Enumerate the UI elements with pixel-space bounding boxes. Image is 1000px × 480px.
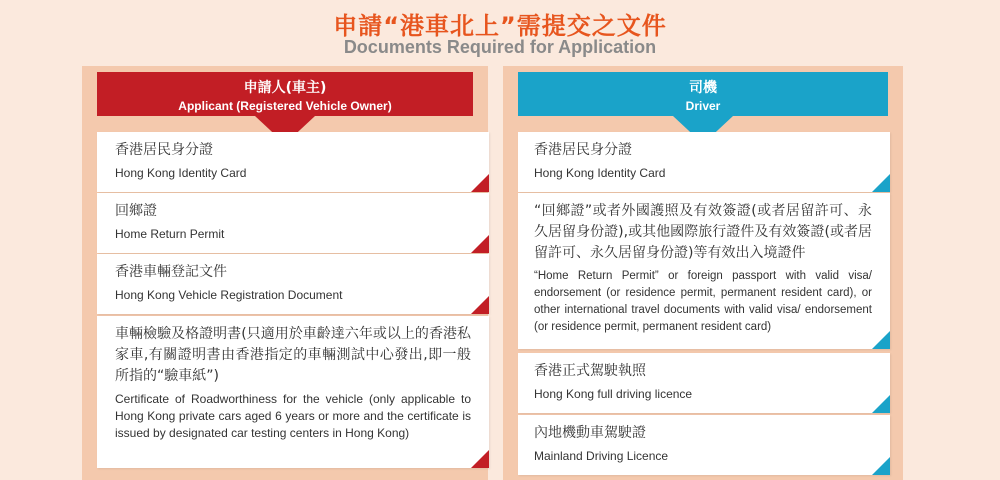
driver-document-card (518, 132, 890, 192)
corner-triangle-icon (471, 296, 489, 314)
corner-triangle-icon (872, 331, 890, 349)
corner-triangle-icon (471, 235, 489, 253)
document-name-zh: 香港居民身分證 (534, 142, 632, 158)
driver-document-card (518, 415, 890, 475)
document-name-zh: 車輛檢驗及格證明書(只適用於車齡達六年或以上的香港私家車,有關證明書由香港指定的車輛測試中心發出,即一般所指的“驗車紙”) (115, 326, 471, 384)
corner-triangle-icon (872, 174, 890, 192)
corner-triangle-icon (471, 174, 489, 192)
document-name-en: Home Return Permit (115, 227, 225, 241)
document-name-zh: 香港正式駕駛執照 (534, 363, 646, 379)
document-name-en: Mainland Driving Licence (534, 449, 669, 463)
document-name-en: “Home Return Permit” or foreign passport with valid visa/ endorsement (or residence permit, permanent resident card), or other international travel documents with valid visa/ endorsement (or residence permit, permanent resident card) (534, 270, 872, 333)
page-title-en: Documents Required for Application (343, 37, 657, 57)
document-name-en: Hong Kong Identity Card (534, 166, 666, 180)
document-name-en: Hong Kong Vehicle Registration Document (115, 288, 343, 302)
driver-heading-zh: 司機 (689, 80, 717, 96)
driver-heading-en: Driver (685, 99, 721, 113)
driver-column (503, 66, 903, 480)
corner-triangle-icon (471, 450, 489, 468)
applicant-document-card (97, 132, 489, 192)
document-name-en: Hong Kong Identity Card (115, 166, 247, 180)
applicant-column (82, 66, 488, 480)
applicant-heading-zh: 申請人(車主) (243, 80, 327, 96)
corner-triangle-icon (872, 395, 890, 413)
applicant-document-card (97, 316, 489, 468)
applicant-document-card (97, 193, 489, 253)
corner-triangle-icon (872, 457, 890, 475)
document-name-zh: 內地機動車駕駛證 (534, 425, 646, 441)
driver-document-card (518, 193, 890, 349)
document-name-zh: 回鄉證 (115, 203, 157, 219)
page-title-zh: 申請“港車北上”需提交之文件 (333, 12, 667, 40)
applicant-document-card (97, 254, 489, 314)
document-name-en: Hong Kong full driving licence (534, 387, 693, 401)
document-name-zh: 香港車輛登記文件 (115, 264, 227, 280)
applicant-banner (97, 72, 473, 116)
driver-banner (518, 72, 888, 116)
applicant-heading-en: Applicant (Registered Vehicle Owner) (178, 99, 392, 113)
document-name-zh: “回鄉證”或者外國護照及有效簽證(或者居留許可、永久居留身份證),或其他國際旅行證件及有效簽證(或者居留許可、永久居留身份證)等有效出入境證件 (534, 203, 872, 261)
document-name-zh: 香港居民身分證 (115, 142, 213, 158)
driver-document-card (518, 353, 890, 413)
document-name-en: Certificate of Roadworthiness for the vehicle (only applicable to Hong Kong private cars aged 6 years or more and the certificate is issued by designated car testing centers in Hong Kong) (115, 392, 471, 440)
